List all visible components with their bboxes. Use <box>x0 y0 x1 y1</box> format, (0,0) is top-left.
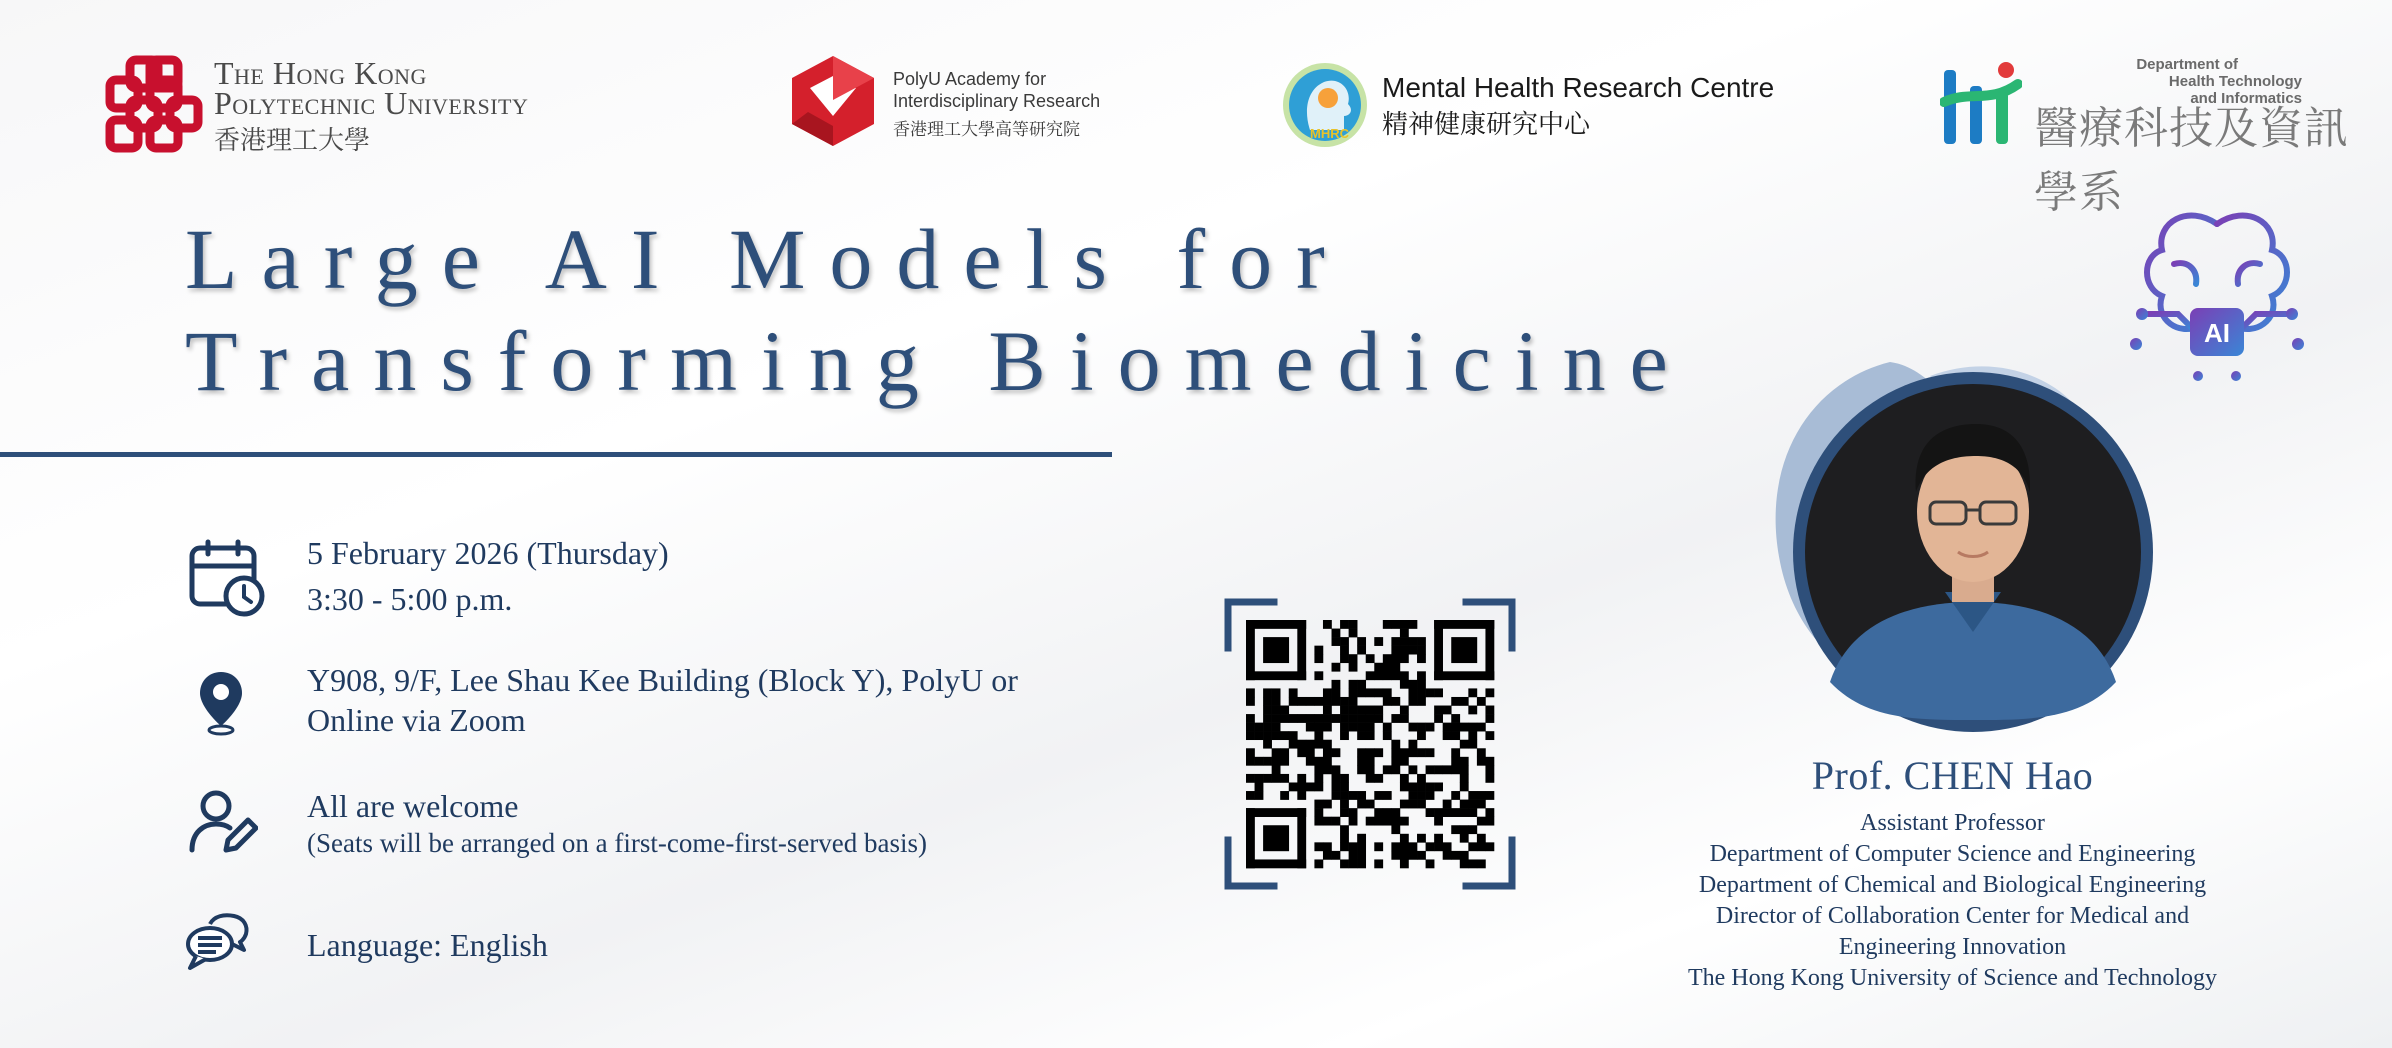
hti-name-cn: 醫療科技及資訊學系 <box>2034 104 2349 217</box>
event-venue-line1: Y908, 9/F, Lee Shau Kee Building (Block Y), PolyU or <box>307 662 1018 698</box>
hti-name-line1: Department of <box>2136 56 2238 73</box>
event-admission <box>307 786 927 860</box>
location-pin-icon <box>196 668 246 738</box>
hti-mark-icon <box>1940 56 2022 148</box>
hti-name-line3: and Informatics <box>2190 90 2302 107</box>
event-welcome: All are welcome <box>307 788 519 824</box>
paihr-name-line2: Interdisciplinary Research <box>893 91 1101 111</box>
event-title-line1: Large AI Models for <box>185 211 1349 307</box>
paihr-logo <box>790 54 876 148</box>
hti-logo <box>1940 56 2022 148</box>
mhrc-name: Mental Health Research Centre <box>1382 72 1775 103</box>
mhrc-head-icon <box>1280 60 1370 150</box>
speaker-photo-frame <box>1740 352 2160 752</box>
event-seats-note: (Seats will be arranged on a first-come-first-served basis) <box>307 828 928 858</box>
event-venue <box>307 660 1018 740</box>
event-language: Language: English <box>307 927 548 963</box>
speaker-affiliation-3a: Director of Collaboration Center for Medical and <box>1715 903 2190 929</box>
mhrc-name-cn: 精神健康研究中心 <box>1382 109 1591 139</box>
polyu-name <box>214 55 529 121</box>
registration-qr-code[interactable] <box>1224 598 1516 890</box>
user-edit-icon <box>188 788 258 858</box>
mhrc-logo <box>1280 60 1370 150</box>
polyu-name-line1: The Hong Kong <box>214 55 427 91</box>
paihr-name-line1: PolyU Academy for <box>893 69 1047 89</box>
event-title-line2: Transforming Biomedicine <box>185 313 1692 409</box>
title-divider <box>0 452 1112 457</box>
polyu-emblem-icon <box>104 54 204 154</box>
polyu-logo <box>104 54 204 154</box>
chat-bubbles-icon <box>184 912 250 972</box>
event-date: 5 February 2026 (Thursday) <box>307 535 669 571</box>
speaker-affiliation-3b: Engineering Innovation <box>1838 934 2067 960</box>
polyu-name-cn: 香港理工大學 <box>214 126 371 155</box>
speaker-affiliation-2: Department of Chemical and Biological Engineering <box>1698 872 2207 898</box>
event-date-time <box>307 530 669 622</box>
speaker-affiliation-1: Department of Computer Science and Engineering <box>1709 841 2196 867</box>
ai-badge-label: AI <box>2204 318 2230 348</box>
speaker-title: Assistant Professor <box>1860 810 2045 836</box>
speaker-institution: The Hong Kong University of Science and Technology <box>1687 965 2218 991</box>
polyu-name-line2: Polytechnic University <box>214 85 529 121</box>
event-title <box>185 208 1785 412</box>
speaker-name: Prof. CHEN Hao <box>1811 753 2094 798</box>
event-time: 3:30 - 5:00 p.m. <box>307 581 513 617</box>
paihr-hexagon-icon <box>790 54 876 148</box>
paihr-name <box>893 68 1133 112</box>
event-venue-line2: Online via Zoom <box>307 702 526 738</box>
calendar-clock-icon <box>188 538 268 618</box>
paihr-name-cn: 香港理工大學高等研究院 <box>893 120 1080 139</box>
mhrc-badge: MHRC <box>1310 126 1349 141</box>
hti-name-line2: Health Technology <box>2168 73 2302 90</box>
